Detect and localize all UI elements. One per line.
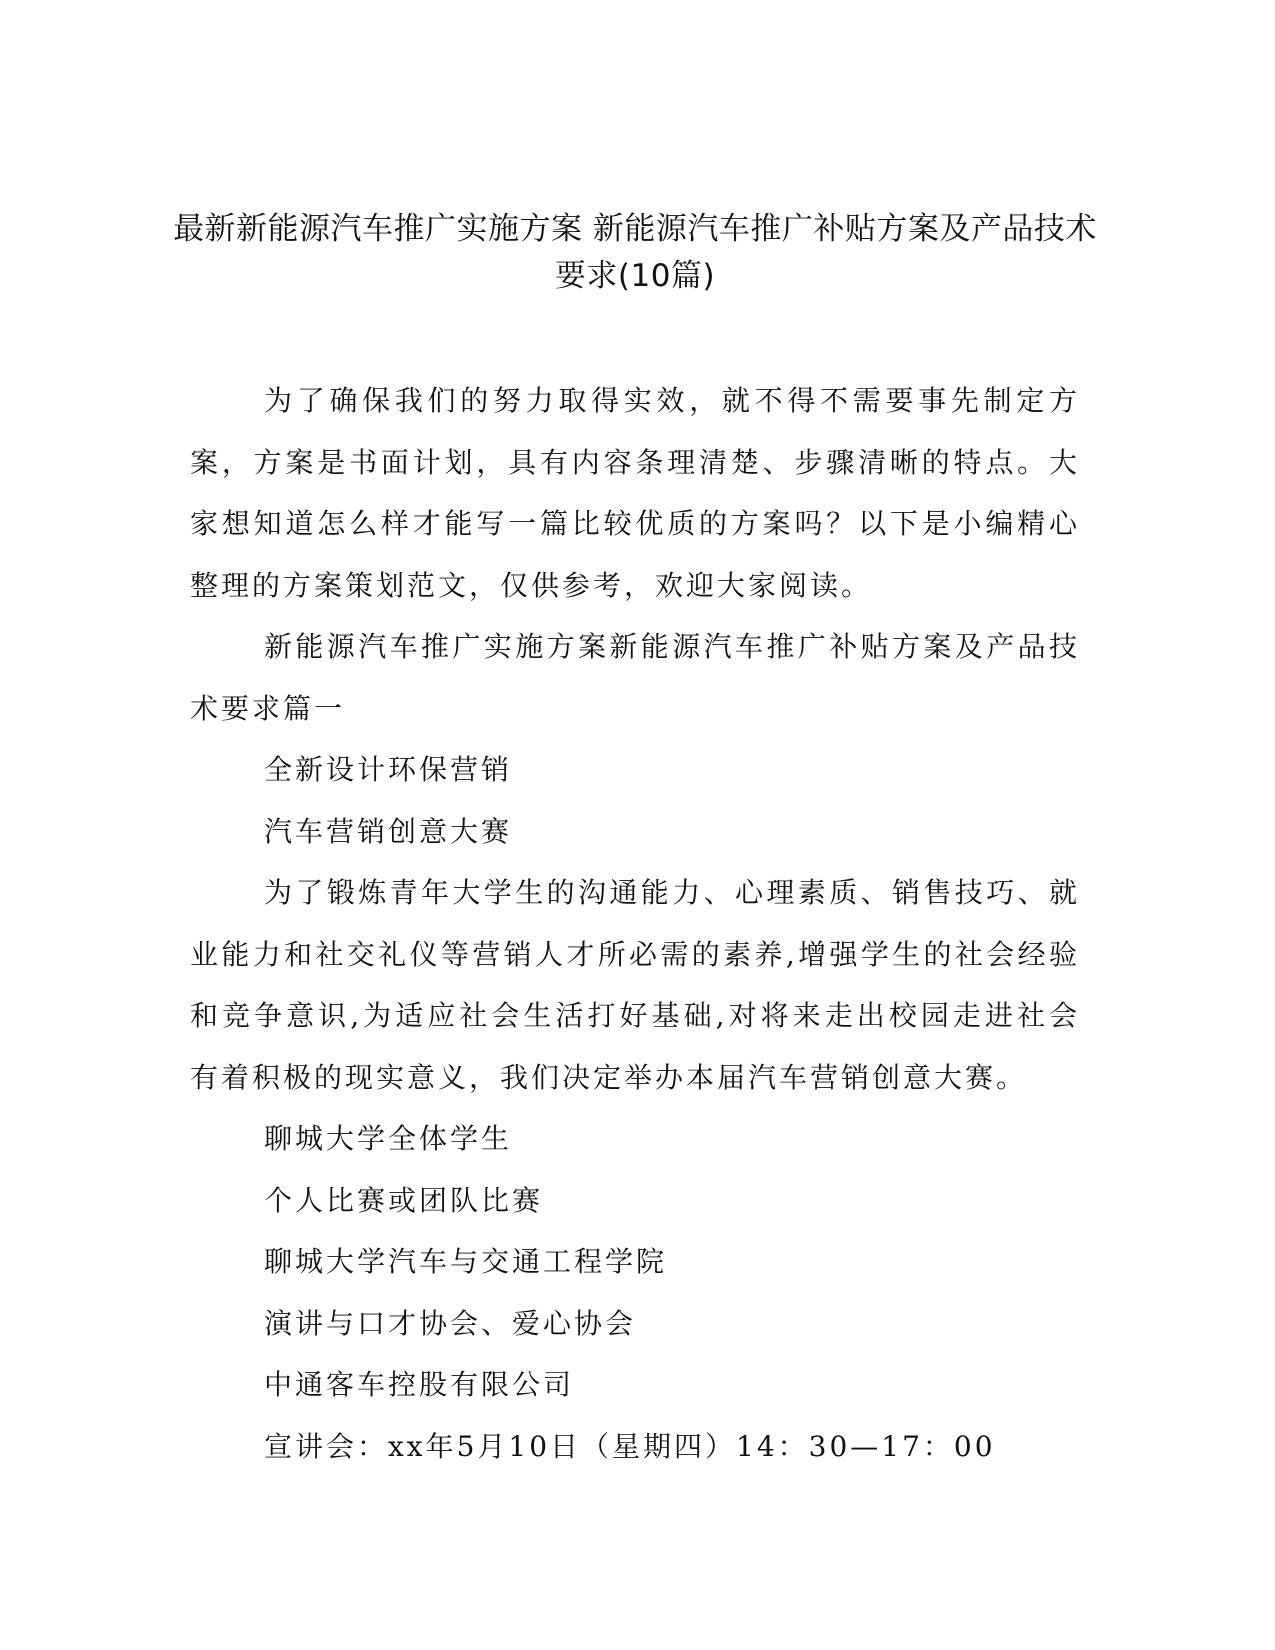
section-heading: 新能源汽车推广实施方案新能源汽车推广补贴方案及产品技术要求篇一 [190,630,1080,725]
co-organizer-line: 演讲与口才协会、爱心协会 [264,1306,637,1340]
document-title: 最新新能源汽车推广实施方案 新能源汽车推广补贴方案及产品技术要求(10篇) [173,211,1097,294]
participants-line: 聊城大学全体学生 [264,1122,513,1155]
slogan-line: 全新设计环保营销 [264,753,513,786]
format-line: 个人比赛或团队比赛 [264,1183,544,1217]
intro-paragraph: 为了确保我们的努力取得实效，就不得不需要事先制定方案，方案是书面计划，具有内容条理清楚、步骤清晰的特点。大家想知道怎么样才能写一篇比较优质的方案吗？以下是小编精心整理的方案策划范文，仅供参考，欢迎大家阅读。 [190,384,1080,602]
schedule-line: 宣讲会：xx年5月10日（星期四）14：30—17：00 [264,1429,996,1463]
document-body [190,370,1080,1477]
event-name-line: 汽车营销创意大赛 [264,814,513,848]
purpose-paragraph: 为了锻炼青年大学生的沟通能力、心理素质、销售技巧、就业能力和社交礼仪等营销人才所必需的素养,增强学生的社会经验和竞争意识,为适应社会生活打好基础,对将来走出校园走进社会有着积极的现实意义，我们决定举办本届汽车营销创意大赛。 [190,876,1080,1094]
organizer-line: 聊城大学汽车与交通工程学院 [264,1245,668,1278]
sponsor-line: 中通客车控股有限公司 [264,1368,575,1401]
